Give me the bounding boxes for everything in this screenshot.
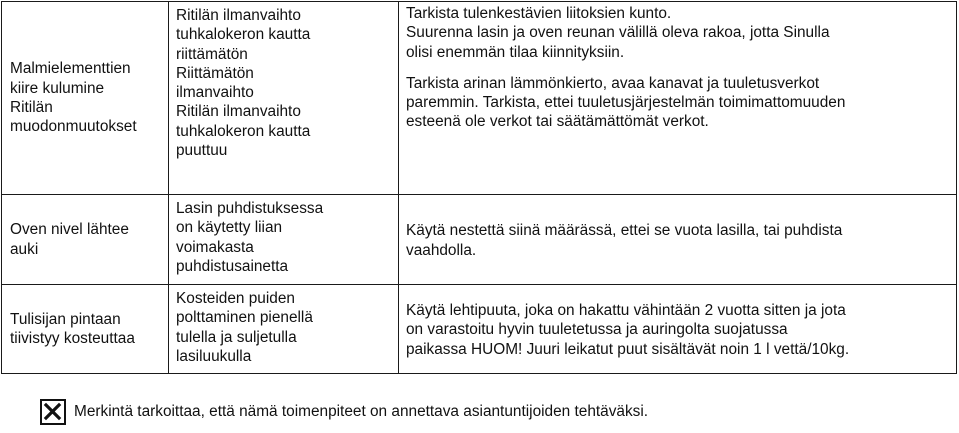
cause-cell bbox=[169, 2, 399, 195]
problem-text: Oven nivel lähtee auki bbox=[10, 221, 129, 258]
cause-text: Ritilän ilmanvaihto tuhkalokeron kautta riittämätön bbox=[176, 7, 311, 63]
cause-cell bbox=[169, 285, 399, 374]
problem-cell bbox=[2, 285, 169, 374]
problem-cell bbox=[2, 195, 169, 285]
cause-text: Riittämätön ilmanvaihto Ritilän ilmanvaihto tuhkalokeron kautta puuttuu bbox=[176, 64, 311, 160]
remedy-text: Tarkista tulenkestävien liitoksien kunto. Suurenna lasin ja oven reunan välillä oleva rakoa, jotta Sinulla olisi enemmän tilaa kiinnityksiin. bbox=[406, 5, 830, 61]
cause-text: Kosteiden puiden polttaminen pienellä tulella ja suljetulla lasiluukulla bbox=[176, 290, 313, 365]
table-row bbox=[2, 195, 957, 285]
problem-text: Tulisijan pintaan tiivistyy kosteuttaa bbox=[10, 310, 135, 347]
remedy-text: Käytä lehtipuuta, joka on hakattu vähintään 2 vuotta sitten ja jota on varastoitu hyvin tuuletetussa ja auringolta suojatussa paikassa HUOM! Juuri leikatut puut sisältävät noin 1 l vettä/10kg. bbox=[406, 302, 850, 358]
problem-text: Malmielementtien kiire kulumine Ritilän muodonmuutokset bbox=[10, 60, 137, 136]
table-row bbox=[2, 2, 957, 195]
checkbox-x-icon bbox=[40, 399, 66, 425]
remedy-cell bbox=[399, 2, 957, 195]
problem-cell bbox=[2, 2, 169, 195]
cause-cell bbox=[169, 195, 399, 285]
footer-note bbox=[40, 396, 648, 428]
cause-text: Lasin puhdistuksessa on käytetty liian voimakasta puhdistusainetta bbox=[176, 200, 324, 275]
troubleshooting-table bbox=[1, 1, 957, 374]
footer-note-text: Merkintä tarkoittaa, että nämä toimenpiteet on annettava asiantuntijoiden tehtäväksi. bbox=[74, 403, 649, 420]
remedy-cell bbox=[399, 285, 957, 374]
remedy-text: Tarkista arinan lämmönkierto, avaa kanavat ja tuuletusverkot paremmin. Tarkista, ettei tuuletusjärjestelmän toimimattomuuden esteenä ole verkot tai säätämättömät verkot. bbox=[406, 74, 846, 131]
remedy-text: Käytä nestettä siinä määrässä, ettei se vuota lasilla, tai puhdista vaahdolla. bbox=[406, 222, 843, 259]
remedy-cell bbox=[399, 195, 957, 285]
table-row bbox=[2, 285, 957, 374]
